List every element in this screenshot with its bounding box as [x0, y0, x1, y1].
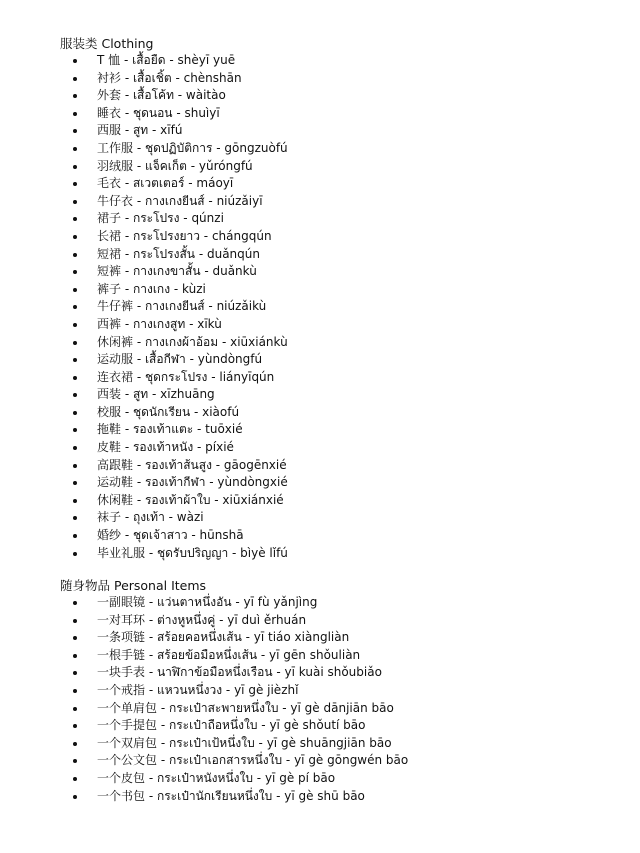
bullet-icon [73, 499, 77, 503]
list-item-text: 羽绒服 - แจ็คเก็ต - yǔróngfú [97, 158, 253, 173]
clothing-section [60, 36, 288, 562]
list-item [60, 193, 288, 211]
list-item [60, 594, 408, 612]
bullet-icon [73, 358, 77, 362]
list-item-text: 休闲鞋 - รองเท้าผ้าใบ - xiūxiánxié [97, 492, 284, 507]
list-item-text: 一个单肩包 - กระเป๋าสะพายหนึ่งใบ - yī gè dānjiān bāo [97, 700, 394, 715]
section-heading-personal-items: 随身物品 Personal Items [60, 578, 207, 593]
list-item [60, 474, 288, 492]
bullet-icon [73, 270, 77, 274]
bullet-icon [73, 534, 77, 538]
list-item [60, 334, 288, 352]
list-item-text: 牛仔衣 - กางเกงยีนส์ - niúzǎiyī [97, 193, 263, 208]
list-item [60, 158, 288, 176]
list-item-text: 外套 - เสื้อโค้ท - wàitào [97, 88, 226, 103]
list-item [60, 717, 408, 735]
list-item-text: 一个双肩包 - กระเป๋าเป้หนึ่งใบ - yī gè shuāngjiān bāo [97, 735, 392, 750]
list-item-text: 一个公文包 - กระเป๋าเอกสารหนึ่งใบ - yī gè gōngwén bāo [97, 753, 409, 768]
list-item [60, 700, 408, 718]
bullet-icon [73, 59, 77, 63]
list-item-text: 一对耳环 - ต่างหูหนึ่งคู่ - yī duì ěrhuán [97, 612, 307, 627]
bullet-icon [73, 411, 77, 415]
list-item [60, 647, 408, 665]
list-item [60, 439, 288, 457]
bullet-icon [73, 305, 77, 309]
list-item [60, 281, 288, 299]
list-item [60, 527, 288, 545]
bullet-icon [73, 619, 77, 623]
bullet-icon [73, 759, 77, 763]
list-item-text: 衬衫 - เสื้อเชิ้ต - chènshān [97, 70, 242, 85]
list-item-text: 一个皮包 - กระเป๋าหนังหนึ่งใบ - yī gè pí bāo [97, 770, 336, 785]
list-item [60, 664, 408, 682]
personal-items-section [60, 578, 408, 805]
list-item [60, 351, 288, 369]
list-item-text: 运动服 - เสื้อกีฬา - yùndòngfú [97, 352, 263, 367]
list-item [60, 386, 288, 404]
list-item [60, 788, 408, 806]
list-item-text: 连衣裙 - ชุดกระโปรง - liányīqún [97, 369, 275, 384]
list-item [60, 770, 408, 788]
list-item [60, 629, 408, 647]
bullet-icon [73, 288, 77, 292]
list-item-text: 工作服 - ชุดปฏิบัติการ - gōngzuòfú [97, 140, 288, 155]
bullet-icon [73, 341, 77, 345]
bullet-icon [73, 795, 77, 799]
bullet-icon [73, 777, 77, 781]
list-item-text: 运动鞋 - รองเท้ากีฬา - yùndòngxié [97, 475, 288, 490]
list-item [60, 404, 288, 422]
bullet-icon [73, 235, 77, 239]
list-item-text: 西装 - สูท - xīzhuāng [97, 387, 215, 402]
bullet-icon [73, 376, 77, 380]
list-item-text: 牛仔裤 - กางเกงยีนส์ - niúzǎikù [97, 299, 267, 314]
list-item-text: T 恤 - เสื้อยืด - shèyī yuē [97, 53, 236, 67]
bullet-icon [73, 689, 77, 693]
list-item-text: 一副眼镜 - แว่นตาหนึ่งอัน - yī fù yǎnjìng [97, 595, 318, 609]
bullet-icon [73, 165, 77, 169]
bullet-icon [73, 94, 77, 98]
list-item [60, 752, 408, 770]
bullet-icon [73, 77, 77, 81]
bullet-icon [73, 200, 77, 204]
list-item [60, 52, 288, 70]
bullet-icon [73, 601, 77, 605]
bullet-icon [73, 323, 77, 327]
bullet-icon [73, 464, 77, 468]
list-item [60, 612, 408, 630]
list-item [60, 298, 288, 316]
section-heading-clothing: 服装类 Clothing [60, 36, 154, 51]
list-item-text: 西裤 - กางเกงสูท - xīkù [97, 316, 222, 331]
list-item-text: 一条项链 - สร้อยคอหนึ่งเส้น - yī tiáo xiàngliàn [97, 630, 350, 645]
list-item-text: 裙子 - กระโปรง - qúnzi [97, 211, 224, 226]
bullet-icon [73, 147, 77, 151]
bullet-icon [73, 654, 77, 658]
list-item-text: 一个戒指 - แหวนหนึ่งวง - yī gè jièzhǐ [97, 682, 299, 697]
bullet-icon [73, 182, 77, 186]
list-item [60, 509, 288, 527]
bullet-icon [73, 671, 77, 675]
bullet-icon [73, 217, 77, 221]
list-item [60, 140, 288, 158]
list-item-text: 长裙 - กระโปรงยาว - chángqún [97, 228, 272, 243]
list-item [60, 735, 408, 753]
bullet-icon [73, 552, 77, 556]
list-item-text: 高跟鞋 - รองเท้าส้นสูง - gāogēnxié [97, 457, 287, 472]
bullet-icon [73, 129, 77, 133]
list-item [60, 682, 408, 700]
list-item-text: 袜子 - ถุงเท้า - wàzi [97, 510, 204, 525]
list-item [60, 122, 288, 140]
bullet-icon [73, 742, 77, 746]
list-item [60, 175, 288, 193]
list-item [60, 228, 288, 246]
list-item [60, 457, 288, 475]
list-item-text: 西服 - สูท - xīfú [97, 123, 183, 138]
bullet-icon [73, 112, 77, 116]
bullet-icon [73, 636, 77, 640]
list-item [60, 70, 288, 88]
bullet-icon [73, 481, 77, 485]
list-item-text: 皮鞋 - รองเท้าหนัง - píxié [97, 440, 234, 455]
list-item [60, 545, 288, 563]
list-item-text: 一根手链 - สร้อยข้อมือหนึ่งเส้น - yī gēn shǒuliàn [97, 647, 361, 662]
list-item [60, 210, 288, 228]
bullet-icon [73, 446, 77, 450]
list-item [60, 421, 288, 439]
list-item-text: 毛衣 - สเวตเตอร์ - máoyī [97, 176, 234, 191]
list-item [60, 316, 288, 334]
list-item [60, 369, 288, 387]
list-item [60, 492, 288, 510]
list-item-text: 毕业礼服 - ชุดรับปริญญา - bìyè lǐfú [97, 545, 288, 560]
bullet-icon [73, 393, 77, 397]
list-item-text: 休闲裤 - กางเกงผ้าอ้อม - xiūxiánkù [97, 334, 288, 349]
list-item-text: 短裙 - กระโปรงสั้น - duǎnqún [97, 246, 260, 261]
bullet-icon [73, 707, 77, 711]
list-item [60, 105, 288, 123]
list-item [60, 246, 288, 264]
list-item-text: 校服 - ชุดนักเรียน - xiàofú [97, 404, 240, 419]
list-item-text: 婚纱 - ชุดเจ้าสาว - hūnshā [97, 528, 244, 543]
bullet-icon [73, 428, 77, 432]
list-item-text: 睡衣 - ชุดนอน - shuìyī [97, 105, 220, 120]
personal-items-list [60, 594, 408, 805]
list-item-text: 一个手提包 - กระเป๋าถือหนึ่งใบ - yī gè shǒutí bāo [97, 718, 366, 733]
list-item-text: 一块手表 - นาฬิกาข้อมือหนึ่งเรือน - yī kuài shǒubiǎo [97, 665, 382, 680]
list-item-text: 拖鞋 - รองเท้าแตะ - tuōxié [97, 422, 243, 437]
list-item-text: 裤子 - กางเกง - kùzi [97, 281, 206, 296]
bullet-icon [73, 724, 77, 728]
list-item-text: 短裤 - กางเกงขาสั้น - duǎnkù [97, 264, 257, 279]
bullet-icon [73, 253, 77, 257]
list-item-text: 一个书包 - กระเป๋านักเรียนหนึ่งใบ - yī gè shū bāo [97, 788, 365, 803]
bullet-icon [73, 516, 77, 520]
list-item [60, 87, 288, 105]
clothing-list [60, 52, 288, 562]
list-item [60, 263, 288, 281]
